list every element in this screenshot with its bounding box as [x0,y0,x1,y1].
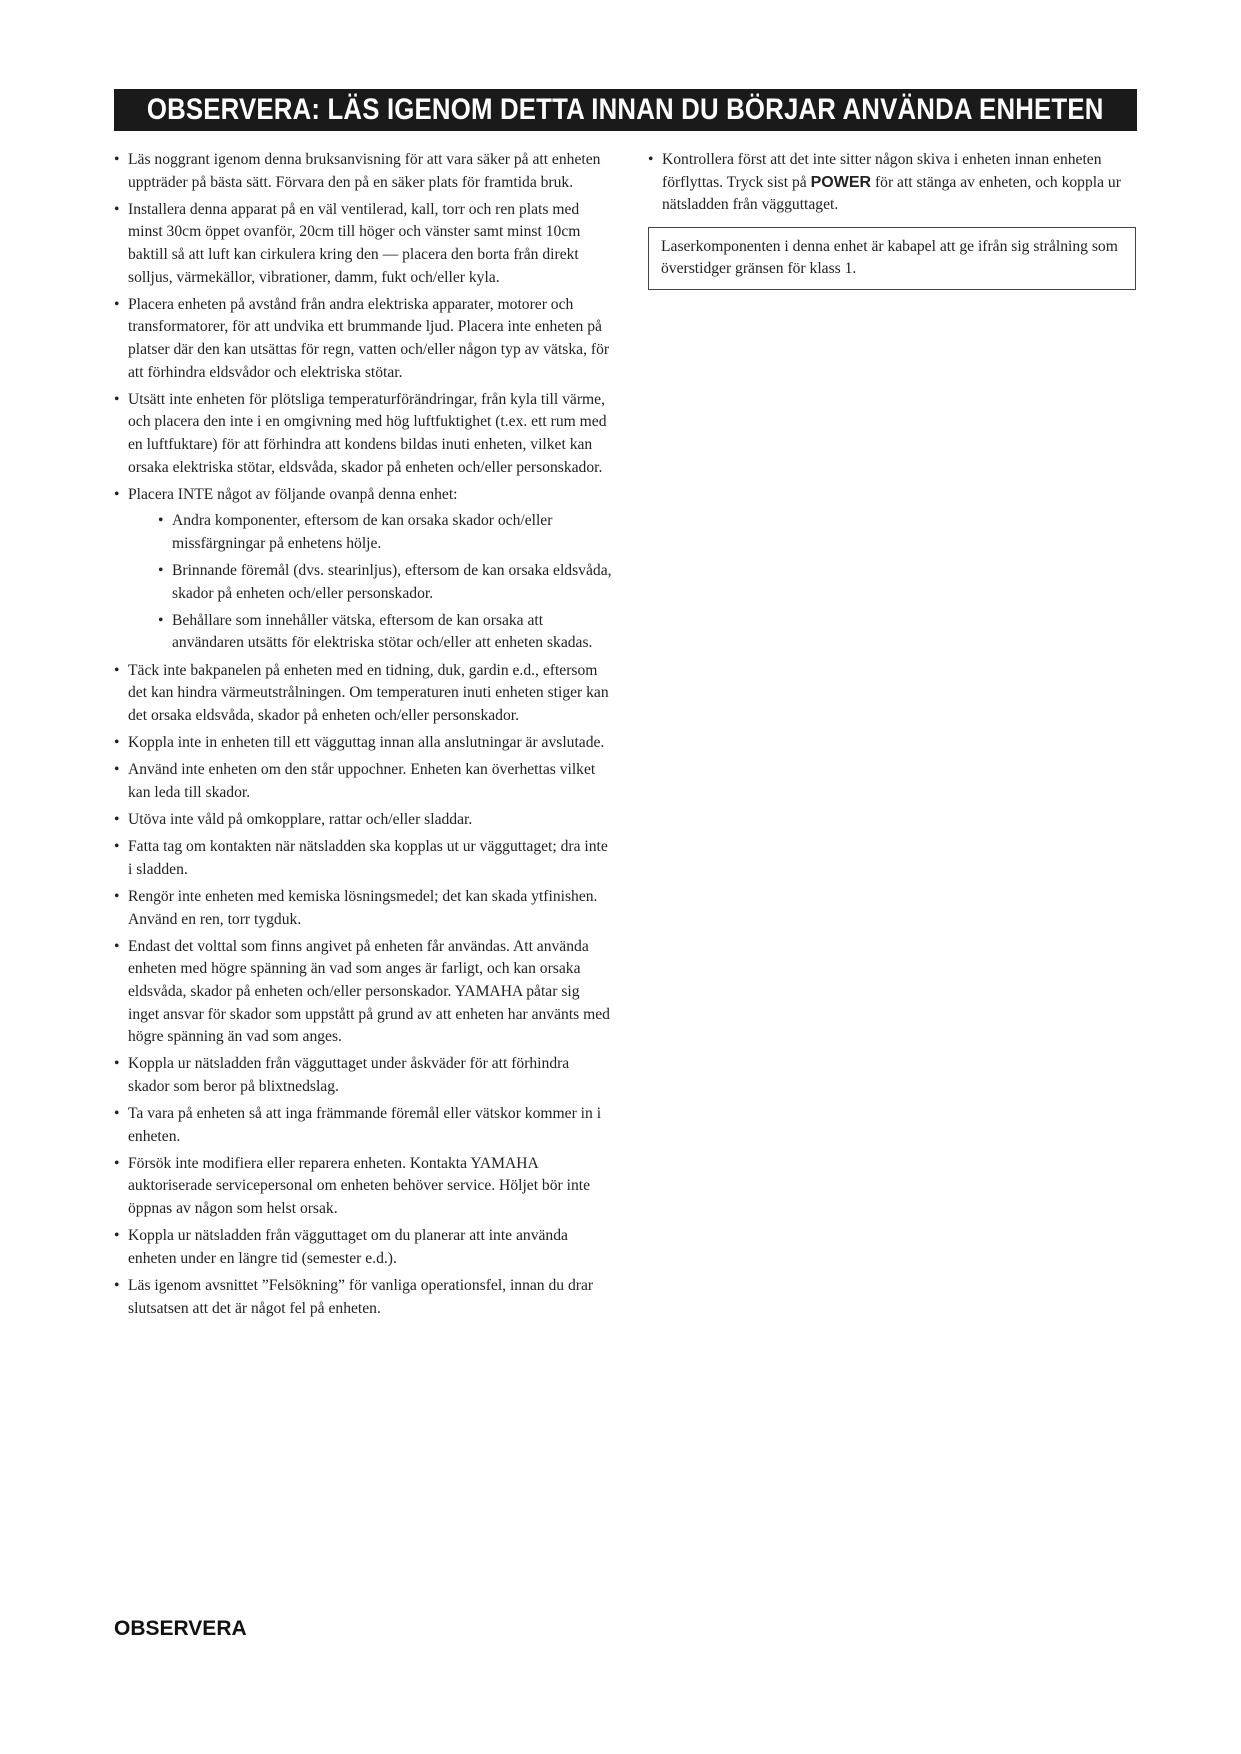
sub-list-item: • Andra komponenter, eftersom de kan orsaka skador och/eller missfärgningar på enhetens hölje. [158,510,614,555]
list-item-text: Placera INTE något av följande ovanpå denna enhet: [128,485,458,503]
list-item: • Endast det volttal som finns angivet på enheten får användas. Att använda enheten med högre spänning än vad som anges är farligt, och kan orsaka eldsvåda, skador på enheten och/eller personskador. YAMAHA påtar sig inget ansvar för skador som uppstått på grund av att enheten har använts med högre spänning än vad som anges. [114,936,614,1049]
power-label: POWER [810,173,872,191]
list-item: • Läs noggrant igenom denna bruksanvisning för att vara säker på att enheten uppträder på bästa sätt. Förvara den på en säker plats för framtida bruk. [114,149,614,194]
list-item-text: Kontrollera först att det inte sitter någon skiva i enheten innan enheten förflyttas. Tryck sist på [662,151,1102,191]
list-item: • Koppla ur nätsladden från vägguttaget under åskväder för att förhindra skador som beror på blixtnedslag. [114,1053,614,1098]
list-item: • Täck inte bakpanelen på enheten med en tidning, duk, gardin e.d., eftersom det kan hindra värmeutstrålningen. Om temperaturen inuti enheten stiger kan det orsaka eldsvåda, skador på enheten och/eller personskador. [114,660,614,728]
laser-notice-box [648,227,1136,290]
sub-list [158,510,614,655]
list-item-with-sublist [114,484,614,655]
list-item: • Installera denna apparat på en väl ventilerad, kall, torr och ren plats med minst 30cm öppet ovanför, 20cm till höger och vänster samt minst 10cm baktill så att luft kan cirkulera kring den — placera den borta från direkt solljus, värmekällor, vibrationer, damm, fukt och/eller kyla. [114,199,614,289]
list-item: • Placera enheten på avstånd från andra elektriska apparater, motorer och transformatorer, för att undvika ett brummande ljud. Placera inte enheten på platser där den kan utsättas för regn, vatten och/eller någon typ av vätska, för att förhindra eldsvådor och elektriska stötar. [114,294,614,384]
list-item: • Rengör inte enheten med kemiska lösningsmedel; det kan skada ytfinishen. Använd en ren, torr tygduk. [114,886,614,931]
section-title-banner [114,89,1137,131]
list-item: • Försök inte modifiera eller reparera enheten. Kontakta YAMAHA auktoriserade servicepersonal om enheten behöver service. Höljet bör inte öppnas av någon som helst orsak. [114,1153,614,1221]
list-item: • Koppla ur nätsladden från vägguttaget om du planerar att inte använda enheten under en längre tid (semester e.d.). [114,1225,614,1270]
right-column [648,149,1138,290]
list-item: • Läs igenom avsnittet ”Felsökning” för vanliga operationsfel, innan du drar slutsatsen att det är något fel på enheten. [114,1275,614,1320]
list-item [648,149,1138,217]
list-item: • Utöva inte våld på omkopplare, rattar och/eller sladdar. [114,809,614,832]
list-item: • Fatta tag om kontakten när nätsladden ska kopplas ut ur vägguttaget; dra inte i sladden. [114,836,614,881]
list-item: • Utsätt inte enheten för plötsliga temperaturförändringar, från kyla till värme, och placera den inte i en omgivning med hög luftfuktighet (t.ex. ett rum med en luftfuktare) för att förhindra att kondens bildas inuti enheten, vilket kan orsaka elektriska stötar, eldsvåda, skador på enheten och/eller personskador. [114,389,614,479]
precaution-list [114,149,614,1320]
list-item: • Koppla inte in enheten till ett vägguttag innan alla anslutningar är avslutade. [114,732,614,755]
list-item-text: för att stänga av enheten, och koppla ur nätsladden från vägguttaget. [662,173,1121,214]
list-item: • Använd inte enheten om den står uppochner. Enheten kan överhettas vilket kan leda till skador. [114,759,614,804]
left-column [114,149,614,1325]
list-item: • Ta vara på enheten så att inga främmande föremål eller vätskor kommer in i enheten. [114,1103,614,1148]
footer-section-label: OBSERVERA [114,1617,247,1640]
precaution-list-right [648,149,1138,217]
section-title: OBSERVERA: LÄS IGENOM DETTA INNAN DU BÖRJAR ANVÄNDA ENHETEN [147,93,1104,126]
laser-notice-text: Laserkomponenten i denna enhet är kabapel att ge ifrån sig strålning som överstidger gränsen för klass 1. [661,237,1118,278]
sub-list-item: • Brinnande föremål (dvs. stearinljus), eftersom de kan orsaka eldsvåda, skador på enheten och/eller personskador. [158,560,614,605]
sub-list-item: • Behållare som innehåller vätska, eftersom de kan orsaka att användaren utsätts för elektriska stötar och/eller att enheten skadas. [158,610,614,655]
